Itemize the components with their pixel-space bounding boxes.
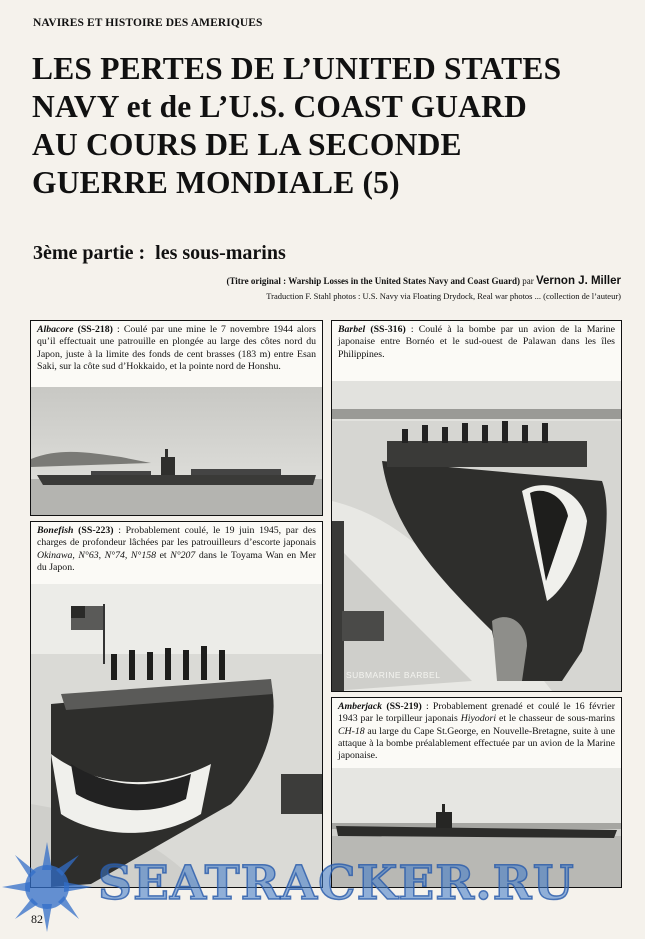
caption-text: dans le Toyama Wan en Mer du Japon. <box>37 549 317 573</box>
albacore-photo <box>31 387 322 515</box>
original-title: (Titre original : Warship Losses in the United States Navy and Coast Guard) <box>226 276 520 286</box>
albacore-panel <box>30 320 323 516</box>
hull-number: (SS-223) <box>78 525 114 536</box>
caption-text: et le chasseur de sous-marins <box>496 713 615 725</box>
article-title <box>32 50 632 202</box>
barbel-photo <box>332 381 621 691</box>
title-line-4: GUERRE MONDIALE (5) <box>32 165 400 200</box>
title-line-2: NAVY et de L’U.S. COAST GUARD <box>32 89 527 124</box>
page-number: 82 <box>31 912 43 926</box>
running-header: NAVIRES ET HISTOIRE DES AMERIQUES <box>33 17 263 29</box>
watermark-text: SEATRACKER.RU <box>98 856 575 911</box>
bonefish-caption <box>31 522 322 577</box>
caption-text: au large du Cape St.George, en Nouvelle-Bretagne, suite à une attaque à la bombe préalablement effectuée par un avion de la Marine japonaise. <box>338 725 615 762</box>
barbel-caption <box>332 321 621 364</box>
albacore-caption <box>31 321 322 376</box>
author-name: Vernon J. Miller <box>536 275 621 287</box>
ship-name: Bonefish <box>37 525 74 536</box>
title-line-1: LES PERTES DE L’UNITED STATES <box>32 51 562 86</box>
ship-name: Albacore <box>37 324 74 335</box>
photo-label: SUBMARINE BARBEL <box>346 670 441 680</box>
caption-text: : Coulé à la bombe par un avion de la Marine japonaise entre Bornéo et le sud-ouest de Palawan dans les îles Philippines. <box>338 324 615 360</box>
caption-italic: CH-18 <box>338 725 365 737</box>
barbel-panel <box>331 320 622 692</box>
caption-text: : Coulé par une mine le 7 novembre 1944 alors qu’il effectuait une patrouille en plongée au large des côtes nord du Japon, juste à la limite des fonds de cent brasses (183 m) entre Esan Saki, sur la côte sud d’Hokkaido, et la pointe nord de Honshu. <box>37 324 316 372</box>
title-line-3: AU COURS DE LA SECONDE <box>32 127 462 162</box>
caption-text: : Probablement coulé, le 19 juin 1945, par des charges de profondeur lâchées par les patrouilleurs d’escorte japonais <box>37 525 316 549</box>
caption-text: et <box>156 549 171 561</box>
caption-italic: Okinawa, N°63, N°74, N°158 <box>37 549 157 561</box>
bonefish-panel <box>30 521 323 888</box>
amberjack-caption <box>332 698 621 765</box>
watermark-logo-icon <box>0 840 95 935</box>
caption-italic: N°207 <box>170 549 196 561</box>
article-subtitle: 3ème partie : les sous-marins <box>33 242 286 264</box>
ship-name: Amberjack <box>338 701 383 712</box>
translation-credit: Traduction F. Stahl photos : U.S. Navy via Floating Drydock, Real war photos ... (collection de l’auteur) <box>266 291 621 301</box>
caption-italic: Hiyodori <box>460 713 497 725</box>
hull-number: (SS-218) <box>77 324 113 335</box>
ship-name: Barbel <box>338 324 366 335</box>
caption-text: : Probablement grenadé et coulé le 16 février 1943 par le torpilleur japonais <box>338 701 615 725</box>
par-word: par <box>522 276 534 286</box>
hull-number: (SS-316) <box>370 324 406 335</box>
credit-line <box>226 275 621 287</box>
hull-number: (SS-219) <box>386 701 422 712</box>
